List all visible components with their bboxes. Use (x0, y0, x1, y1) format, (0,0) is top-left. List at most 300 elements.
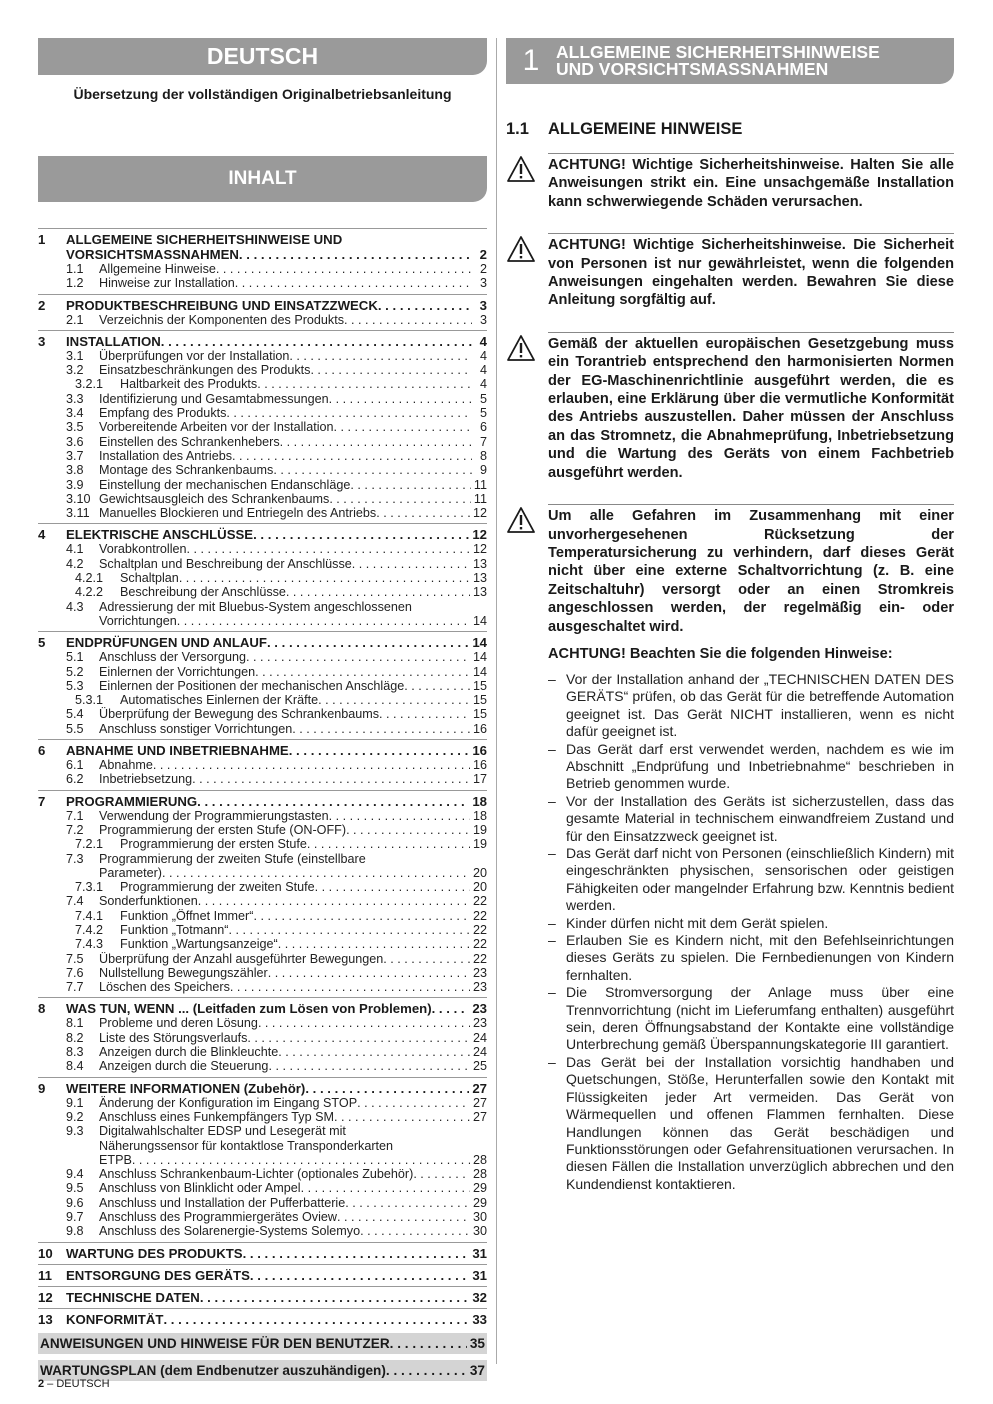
toc-entry-number: 9.4 (66, 1167, 84, 1182)
toc-entry-title: Funktion „Totmann“ (120, 922, 229, 937)
toc-sub-entry (38, 571, 487, 585)
toc-entry-number: 7.4 (66, 894, 84, 909)
toc-entry-page: 35 (469, 1335, 485, 1351)
toc-leader-dots (390, 1333, 467, 1354)
warning-text: ACHTUNG! Wichtige Sicherheitshinweise. Halten Sie alle Anweisungen strikt ein. Eine unsachgemäße Installation kann schwerwiegende Schäden verursachen. (548, 153, 954, 211)
toc-entry-text (99, 665, 487, 679)
toc-entry-page: 11 (473, 491, 487, 506)
toc-entry-number: 4.2.1 (75, 571, 104, 586)
warning-text: Gemäß der aktuellen europäischen Gesetzgebung muss ein Torantrieb entsprechend den harmonisierten Normen der EG-Maschinenrichtlinie ausgeführt werden, die es erlauben, eine Erklärung über die vermutliche Konformität des Antriebs auszustellen. Daher müssen der Anschluss an das Stromnetz, die Abnahmeprüfung, Inbetriebsetzung und die Wartung des Geräts von einem Fachbetrieb ausgeführt werden. (548, 332, 954, 482)
toc-entry-text (66, 635, 487, 650)
toc-entry-number: 5.5 (66, 721, 84, 736)
toc-main-entry (38, 635, 487, 650)
list-item (548, 915, 954, 932)
toc-leader-dots (379, 707, 470, 721)
toc-sub-entry (38, 837, 487, 851)
toc-entry-title: PROGRAMMIERUNG (66, 793, 198, 809)
toc-entry-title: Empfang des Produkts (99, 406, 227, 421)
toc-leader-dots (307, 837, 470, 851)
toc-leader-dots (132, 1153, 470, 1167)
section-title: ALLGEMEINE SICHERHEITSHINWEISE UND VORSICHTSMASSNAHMEN (556, 42, 880, 79)
toc-entry-title: Einlernen der Vorrichtungen (99, 664, 256, 679)
toc-entry-title: Abnahme (99, 758, 153, 773)
toc-main-entry (38, 298, 487, 313)
toc-main-entry (38, 1290, 487, 1305)
toc-entry-text (99, 679, 487, 693)
toc-entry-text (99, 542, 487, 556)
toc-entry-text (99, 809, 487, 823)
toc-entry-number: 1.2 (66, 276, 84, 291)
toc-leader-dots (232, 449, 472, 463)
toc-entry-text (99, 1110, 487, 1124)
toc-entry-page: 13 (472, 556, 487, 571)
toc-leader-dots (198, 894, 470, 908)
toc-sub-entry (38, 1124, 487, 1138)
warning-text: ACHTUNG! Wichtige Sicherheitshinweise. Die Sicherheit von Personen ist nur gewährleistet, wenn die folgenden Anweisungen eingehalten werden. Bewahren Sie diese Anleitung sorgfältig auf. (548, 233, 954, 310)
toc-entry-title: Anschluss von Blinklicht oder Ampel (99, 1181, 301, 1196)
toc-entry-page: 30 (472, 1224, 487, 1239)
toc-leader-dots (235, 276, 472, 290)
toc-entry-title: ENTSORGUNG DES GERÄTS (66, 1267, 250, 1283)
toc-entry-text (99, 1139, 487, 1153)
toc-entry-text (99, 463, 487, 477)
toc-leader-dots (162, 866, 470, 880)
toc-group (38, 631, 487, 736)
toc-entry-text (99, 650, 487, 664)
toc-entry-text (66, 334, 487, 349)
list-item (548, 741, 954, 793)
toc-entry-page: 23 (472, 965, 487, 980)
toc-leader-dots (334, 420, 472, 434)
toc-entry-page: 3 (479, 312, 487, 327)
toc-entry-text (66, 1268, 487, 1283)
toc-main-entry (38, 1268, 487, 1283)
toc-entry-number (38, 1139, 99, 1153)
warning-block (506, 504, 954, 636)
toc-sub-entry (38, 894, 487, 908)
page-footer (38, 1378, 110, 1390)
toc-entry-page: 12 (472, 542, 487, 557)
toc-entry-page: 13 (472, 585, 487, 600)
toc-sub-entry (38, 937, 487, 951)
toc-entry-text (99, 435, 487, 449)
list-dash: – (548, 792, 556, 809)
toc-entry-page: 20 (472, 880, 487, 895)
toc-main-entry (38, 794, 487, 809)
toc-leader-dots (310, 363, 472, 377)
toc-entry-number: 5.2 (66, 664, 84, 679)
toc-sub-entry (38, 1196, 487, 1210)
right-column (506, 38, 954, 1193)
toc-entry-number: 4.1 (66, 542, 84, 557)
toc-group (38, 1242, 487, 1261)
toc-leader-dots (192, 772, 470, 786)
toc-sub-entry (38, 772, 487, 786)
toc-entry-text (99, 758, 487, 772)
toc-entry-page: 27 (472, 1109, 487, 1124)
toc-entry-page: 5 (479, 406, 487, 421)
toc-leader-dots (153, 758, 470, 772)
toc-entry-text (66, 1081, 487, 1096)
toc-entry-title: Anzeigen durch die Blinkleuchte (99, 1045, 279, 1060)
list-item (548, 671, 954, 741)
toc-sub-entry (38, 1045, 487, 1059)
toc-entry-number: 3.5 (66, 420, 84, 435)
toc-entry-page: 19 (472, 822, 487, 837)
toc-entry-number: 3.11 (66, 506, 90, 521)
toc-entry-text (66, 527, 487, 542)
toc-entry-page: 11 (473, 477, 487, 492)
toc-entry-number: 4.2 (66, 556, 84, 571)
toc-entry-page: 14 (472, 635, 487, 651)
toc-leader-dots (280, 435, 472, 449)
toc-leader-dots (301, 1181, 470, 1195)
toc-entry-number (38, 247, 66, 262)
toc-entry-title: Anschluss eines Funkempfängers Typ SM (99, 1109, 334, 1124)
toc-sub-entry (38, 823, 487, 837)
toc-entry-text (99, 392, 487, 406)
toc-entry-title: ALLGEMEINE SICHERHEITSHINWEISE UND (66, 232, 343, 247)
toc-leader-dots (337, 1210, 470, 1224)
toc-entry-title: Einsatzbeschränkungen des Produkts (99, 363, 311, 378)
toc-entry-title: Haltbarkeit des Produkts (120, 377, 258, 392)
toc-entry-text (99, 276, 487, 290)
toc-main-entry (38, 743, 487, 758)
toc-leader-dots (197, 794, 469, 809)
toc-entry-title: Vorrichtungen (99, 613, 177, 628)
toc-entry-text (99, 1059, 487, 1073)
toc-group (38, 1286, 487, 1305)
toc-group (38, 1264, 487, 1283)
toc-leader-dots (247, 1031, 470, 1045)
toc-entry-page: 13 (472, 571, 487, 586)
toc-entry-text (120, 880, 487, 894)
toc-entry-title: TECHNISCHE DATEN (66, 1289, 200, 1305)
toc-leader-dots (200, 1290, 469, 1305)
list-item-text: Das Gerät bei der Installation vorsichtig handhaben und Quetschungen, Stöße, Herunterfallen sowie den Kontakt mit Flüssigkeiten jeder Art vermeiden. Das Gerät von Wärmequellen und offenen Flammen fernhalten. Diese Handlungen können das Gerät beschädigen und Funktionsstörungen oder Gefahrensituationen verursachen. In diesen Fällen die Installation unverzüglich abbrechen und den Kundendienst kontaktieren. (566, 1053, 954, 1192)
toc-sub-entry (38, 707, 487, 721)
toc-entry-page: 15 (472, 693, 487, 708)
toc-leader-dots (239, 247, 472, 262)
toc-entry-number: 13 (38, 1311, 53, 1327)
toc-leader-dots (404, 679, 470, 693)
toc-sub-entry (38, 693, 487, 707)
toc-entry-page: 24 (472, 1030, 487, 1045)
toc-entry-number: 7.4.2 (75, 922, 104, 937)
list-item-text: Die Stromversorgung der Anlage muss über eine Trennvorrichtung (nicht im Lieferumfang enthalten) ausgeführt sein, deren Öffnungsabstand der Kontakte eine vollständige Unterbrechung gemäß Überspannungskategorie III garantiert. (566, 984, 954, 1053)
toc-main-entry (38, 232, 487, 247)
toc-entry-number: 11 (38, 1267, 52, 1283)
toc-entry-text (120, 937, 487, 951)
toc-entry-title: Anschluss des Solarenergie-Systems Solemyo (99, 1224, 361, 1239)
toc-entry-number: 6.1 (66, 758, 84, 773)
toc-entry-title: INSTALLATION (66, 333, 161, 349)
toc-entry-text (120, 909, 487, 923)
toc-entry-text (99, 614, 487, 628)
toc-entry-text (99, 980, 487, 994)
toc-leader-dots (267, 635, 469, 650)
toc-leader-dots (163, 1312, 469, 1327)
toc-entry-text (99, 406, 487, 420)
toc-leader-dots (318, 693, 470, 707)
toc-sub-entry (38, 349, 487, 363)
warning-text: Um alle Gefahren im Zusammenhang mit einer unvorhergesehenen Rücksetzung der Temperatursicherung zu verhindern, darf dieses Gerät nicht über eine externe Schaltvorrichtung (z. B. eine Zeitschaltuhr) versorgt oder an einen Stromkreis angeschlossen werden, der regelmäßig ein- oder ausgeschaltet wird. (548, 504, 954, 636)
toc-entry-title: WAS TUN, WENN ... (Leitfaden zum Lösen von Problemen) (66, 1001, 432, 1017)
warning-block (506, 332, 954, 482)
toc-entry-title: Schaltplan und Beschreibung der Anschlüsse (99, 556, 352, 571)
toc-entry-number: 5.4 (66, 707, 84, 722)
toc-entry-text (99, 478, 487, 492)
language-banner: DEUTSCH (38, 38, 487, 75)
toc-entry-number: 8 (38, 1001, 46, 1017)
toc-entry-title: Probleme und deren Lösung (99, 1016, 258, 1031)
toc-group (38, 1077, 487, 1239)
toc-appendix-entry (38, 1333, 487, 1354)
toc-sub-entry (38, 866, 487, 880)
toc-entry-text (66, 247, 487, 262)
toc-entry-title: Inbetriebsetzung (99, 772, 193, 787)
toc-entry-text (99, 1124, 487, 1138)
toc-entry-number: 9.5 (66, 1181, 84, 1196)
toc-entry-text (66, 1290, 487, 1305)
toc-entry-text (99, 557, 487, 571)
toc-entry-text (99, 1224, 487, 1238)
toc-entry-text (66, 1001, 487, 1016)
subtitle: Übersetzung der vollständigen Originalbetriebsanleitung (73, 86, 452, 102)
toc-entry-title: Vorbereitende Arbeiten vor der Installation (99, 420, 334, 435)
toc-sub-entry (38, 1031, 487, 1045)
toc-entry-page: 31 (472, 1267, 487, 1283)
toc-leader-dots (432, 1001, 470, 1016)
toc-entry-title: PRODUKTBESCHREIBUNG UND EINSATZZWECK (66, 297, 378, 313)
toc-entry-text (99, 1045, 487, 1059)
toc-entry-title: Einstellung der mechanischen Endanschläge (99, 477, 351, 492)
toc-sub-entry (38, 966, 487, 980)
toc-entry-page: 7 (479, 434, 487, 449)
toc-leader-dots (216, 262, 472, 276)
toc-entry-page: 15 (472, 678, 487, 693)
toc-entry-number: 9.2 (66, 1109, 84, 1124)
toc-entry-number: 3.10 (66, 491, 91, 506)
toc-entry-number (38, 1153, 99, 1167)
toc-entry-text (99, 1096, 487, 1110)
toc-leader-dots (329, 392, 472, 406)
toc-entry-title: ENDPRÜFUNGEN UND ANLAUF (66, 635, 267, 651)
toc-entry-text (99, 1153, 487, 1167)
toc-entry-page: 2 (479, 262, 487, 276)
toc-entry-title: Nullstellung Bewegungszähler (99, 965, 268, 980)
subsection-heading (506, 120, 954, 139)
toc-sub-entry (38, 1167, 487, 1181)
toc-sub-entry (38, 952, 487, 966)
toc-entry-text (99, 866, 487, 880)
toc-entry-text (99, 420, 487, 434)
toc-entry-text (99, 823, 487, 837)
toc-entry-page: 23 (472, 1001, 487, 1017)
toc-sub-entry (38, 1096, 487, 1110)
toc-sub-entry (38, 406, 487, 420)
toc-entry-title: ABNAHME UND INBETRIEBNAHME (66, 743, 289, 759)
toc-entry-page: 25 (472, 1059, 487, 1074)
toc-entry-text (99, 600, 487, 614)
toc-sub-entry (38, 880, 487, 894)
toc-entry-title: Schaltplan (120, 571, 179, 586)
toc-entry-title: Gewichtsausgleich des Schrankenbaums (99, 491, 330, 506)
toc-sub-entry (38, 909, 487, 923)
toc-entry-title: Überprüfungen vor der Installation (99, 348, 290, 363)
toc-sub-entry (38, 492, 487, 506)
toc-entry-page: 4 (479, 377, 487, 392)
toc-entry-number: 8.2 (66, 1030, 84, 1045)
toc-entry-text (99, 707, 487, 721)
toc-sub-entry (38, 1016, 487, 1030)
list-item-text: Das Gerät darf nicht von Personen (einschließlich Kindern) mit eingeschränkten physischen, sensorischen oder geistigen Fähigkeiten oder mangelnder Erfahrung bzw. Kenntnis bedient werden. (566, 845, 954, 914)
toc-entry-number: 6 (38, 743, 46, 759)
toc-entry-title: ANWEISUNGEN UND HINWEISE FÜR DEN BENUTZER (40, 1335, 390, 1351)
list-item-text: Das Gerät darf erst verwendet werden, nachdem es wie im Abschnitt „Endprüfung und Inbetriebnahme“ beschrieben in Betrieb genommen wurde. (566, 740, 954, 792)
toc-entry-number: 4.3 (66, 599, 84, 614)
toc-entry-page: 27 (472, 1080, 487, 1096)
toc-entry-number: 5 (38, 635, 46, 651)
toc-entry-page: 16 (472, 721, 487, 736)
toc-entry-title: WARTUNGSPLAN (dem Endbenutzer auszuhändigen) (40, 1362, 386, 1378)
toc-entry-title: Manuelles Blockieren und Entriegeln des Antriebs (99, 506, 377, 521)
toc-entry-text (99, 1181, 487, 1195)
toc-entry-title: Löschen des Speichers (99, 980, 230, 995)
toc-entry-text (99, 363, 487, 377)
page-number: 2 (38, 1378, 45, 1390)
toc-entry-text (99, 722, 487, 736)
toc-group (38, 739, 487, 787)
toc-leader-dots (226, 406, 472, 420)
toc-leader-dots (278, 937, 470, 951)
toc-sub-entry (38, 585, 487, 599)
toc-entry-number: 3.9 (66, 477, 84, 492)
toc-entry-page: 4 (479, 363, 487, 378)
toc-leader-dots (346, 823, 470, 837)
toc-entry-text (99, 262, 487, 276)
toc-entry-text (99, 349, 487, 363)
toc-entry-number: 7.3 (66, 851, 84, 866)
warning-triangle-icon (506, 504, 548, 636)
toc-leader-dots (350, 478, 471, 492)
toc-entry-text (99, 894, 487, 908)
warning-triangle-icon (506, 153, 548, 211)
toc-entry-page: 14 (472, 613, 487, 628)
toc-sub-entry (38, 392, 487, 406)
toc-entry-page: 31 (472, 1245, 487, 1261)
toc-main-entry (38, 247, 487, 262)
toc-sub-entry (38, 420, 487, 434)
toc-entry-title: Änderung der Konfiguration im Eingang STOP (99, 1095, 358, 1110)
toc-entry-number: 9.3 (66, 1124, 84, 1139)
toc-entry-title: KONFORMITÄT (66, 1311, 164, 1327)
toc-leader-dots (329, 492, 471, 506)
toc-entry-page: 23 (472, 1016, 487, 1031)
toc-entry-title: Funktion „Öffnet Immer“ (120, 908, 254, 923)
list-dash: – (548, 740, 556, 757)
toc-leader-dots (315, 880, 470, 894)
toc-sub-entry (38, 363, 487, 377)
toc-sub-entry (38, 650, 487, 664)
toc-entry-page: 22 (472, 922, 487, 937)
toc-entry-title: Programmierung der ersten Stufe (120, 837, 307, 852)
toc-group (38, 997, 487, 1073)
toc-leader-dots (278, 1045, 470, 1059)
toc-entry-page: 22 (472, 908, 487, 923)
toc-entry-number: 3.7 (66, 448, 84, 463)
toc-entry-text (99, 852, 487, 866)
toc-leader-dots (289, 743, 470, 758)
toc-entry-text (120, 571, 487, 585)
toc-leader-dots (305, 1081, 469, 1096)
toc-entry-title: Installation des Antriebs (99, 448, 233, 463)
toc-entry-title: VORSICHTSMASSNAHMEN (66, 247, 239, 262)
toc-entry-text (99, 506, 487, 520)
toc-sub-entry (38, 1210, 487, 1224)
toc-leader-dots (243, 1246, 470, 1261)
toc-entry-page: 9 (479, 463, 487, 478)
toc-entry-number: 7.6 (66, 965, 84, 980)
toc-sub-entry (38, 679, 487, 693)
list-item (548, 793, 954, 845)
toc-sub-entry (38, 980, 487, 994)
toc-entry-title: Funktion „Wartungsanzeige“ (120, 937, 278, 952)
toc-entry-text (99, 1210, 487, 1224)
toc-entry-text (66, 298, 487, 313)
toc-entry-title: Näherungssensor für kontaktlose Transponderkarten (99, 1138, 394, 1153)
toc-entry-number: 3.3 (66, 391, 84, 406)
toc-entry-title: Verwendung der Programmierungstasten (99, 808, 329, 823)
toc-entry-number: 3.4 (66, 406, 84, 421)
toc-entry-page: 16 (472, 758, 487, 773)
toc-entry-title: Adressierung der mit Bluebus-System angeschlossenen (99, 599, 412, 614)
toc-leader-dots (268, 966, 470, 980)
warning-block (506, 233, 954, 310)
toc-entry-text (120, 585, 487, 599)
toc-entry-page: 3 (479, 297, 487, 313)
list-dash: – (548, 670, 556, 687)
toc-entry-number: 7.4.3 (75, 937, 104, 952)
toc-entry-page: 14 (472, 664, 487, 679)
toc-entry-page: 22 (472, 951, 487, 966)
toc-leader-dots (273, 463, 472, 477)
toc-entry-number: 7.7 (66, 980, 84, 995)
toc-entry-text (66, 1246, 487, 1261)
toc-entry-title: Beschreibung der Anschlüsse (120, 585, 286, 600)
toc-group (38, 330, 487, 521)
toc-entry-page: 3 (479, 276, 487, 291)
toc-entry-title: ELEKTRISCHE ANSCHLÜSSE (66, 527, 254, 543)
toc-entry-title: Programmierung der zweiten Stufe (120, 880, 315, 895)
subsection-number: 1.1 (506, 120, 529, 138)
toc-entry-title: WARTUNG DES PRODUKTS (66, 1245, 243, 1261)
toc-sub-entry (38, 276, 487, 290)
list-dash: – (548, 914, 556, 931)
toc-entry-page: 16 (472, 743, 487, 759)
toc-entry-page: 23 (472, 980, 487, 995)
toc-entry-number: 10 (38, 1245, 53, 1261)
toc-main-entry (38, 1081, 487, 1096)
toc-entry-title: Überprüfung der Anzahl ausgeführter Bewegungen (99, 951, 384, 966)
toc-entry-number: 3.6 (66, 434, 84, 449)
toc-entry-number: 8.1 (66, 1016, 84, 1031)
toc-entry-number (38, 866, 99, 880)
toc-entry-number: 3.2.1 (75, 377, 104, 392)
toc-entry-page: 18 (472, 808, 487, 823)
toc-sub-entry (38, 313, 487, 327)
toc-sub-entry (38, 600, 487, 614)
